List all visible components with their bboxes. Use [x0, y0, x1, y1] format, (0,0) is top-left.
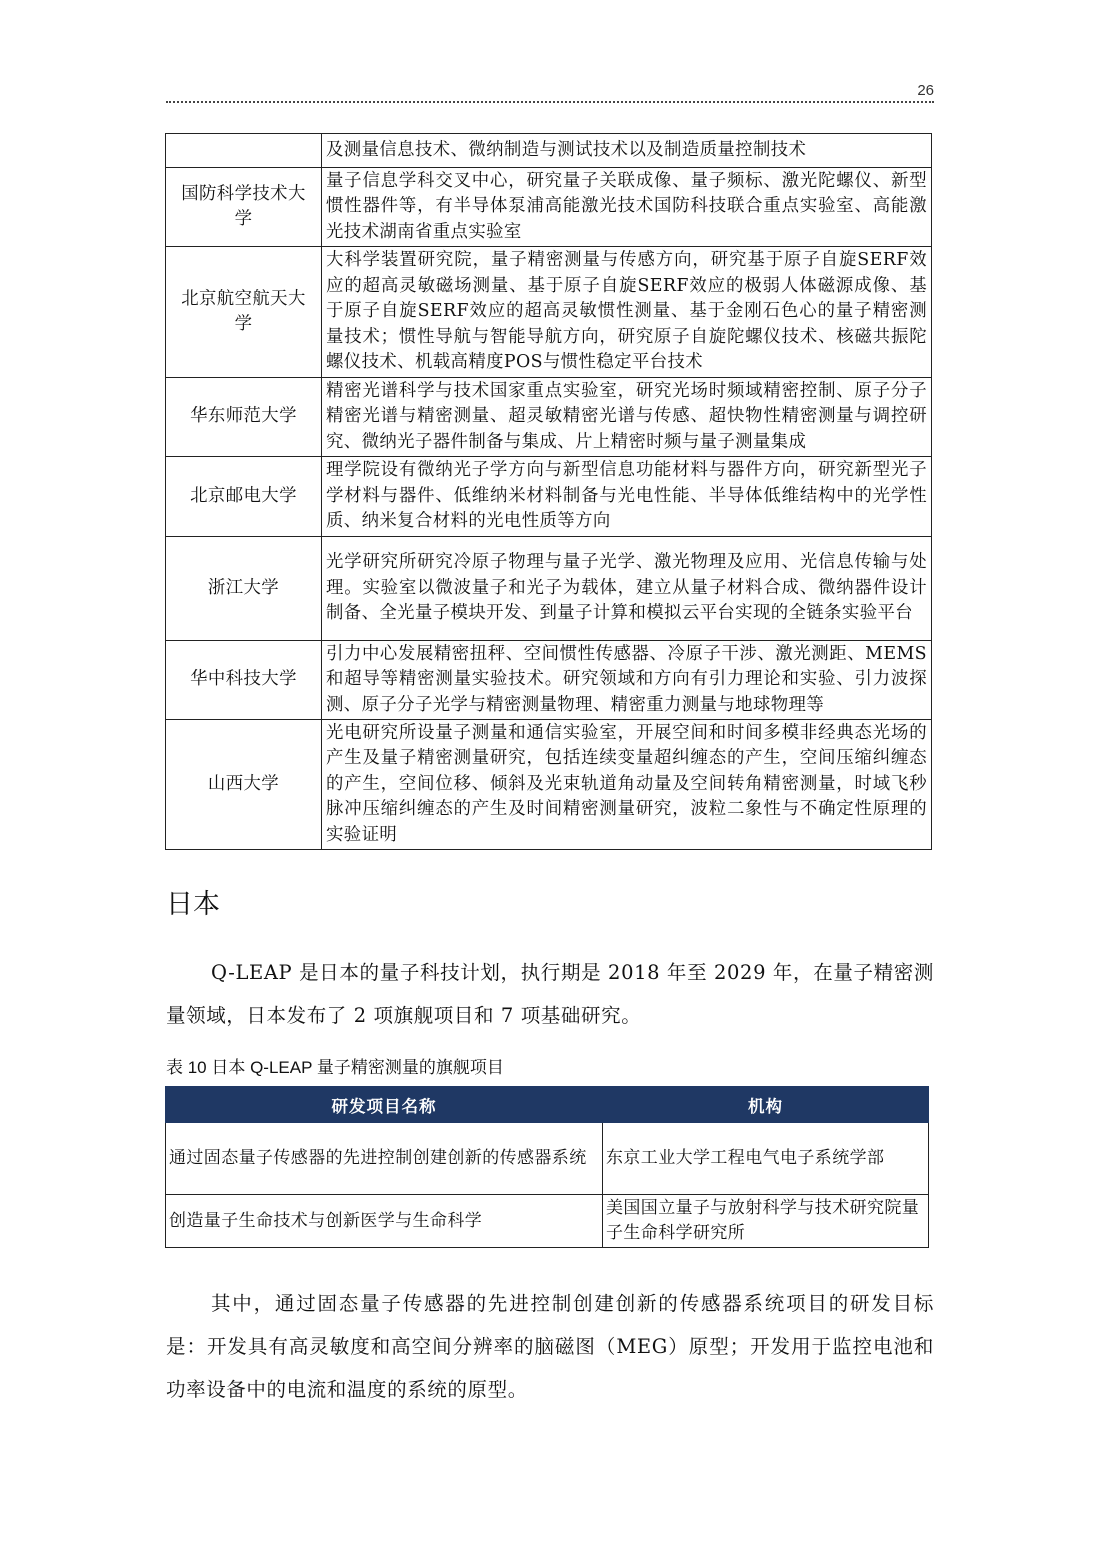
institution-name: 山西大学 [166, 720, 322, 850]
table-row [166, 537, 932, 641]
section-heading-japan: 日本 [166, 889, 220, 920]
table-header-row [166, 1087, 929, 1123]
institution-name: 北京航空航天大学 [166, 247, 322, 378]
table-row [166, 378, 932, 457]
table-row [166, 720, 932, 850]
table-row [166, 1123, 929, 1195]
column-header-project: 研发项目名称 [166, 1087, 603, 1123]
table-row [166, 134, 932, 168]
qleap-flagship-table [165, 1086, 929, 1248]
table-row [166, 247, 932, 378]
header-divider [166, 101, 934, 103]
org-cell: 美国国立量子与放射科学与技术研究院量子生命科学研究所 [603, 1195, 929, 1248]
institution-description: 量子信息学科交叉中心，研究量子关联成像、量子频标、激光陀螺仪、新型惯性器件等，有半导体泵浦高能激光技术国防科技联合重点实验室、高能激光技术湖南省重点实验室 [322, 168, 932, 247]
japan-intro-paragraph: Q-LEAP 是日本的量子科技计划，执行期是 2018 年至 2029 年，在量子精密测量领域，日本发布了 2 项旗舰项目和 7 项基础研究。 [166, 961, 934, 1027]
institution-name: 华中科技大学 [166, 641, 322, 720]
institution-table [165, 133, 932, 850]
table-caption: 表 10 日本 Q-LEAP 量子精密测量的旗舰项目 [166, 1058, 504, 1077]
table-row [166, 1195, 929, 1248]
institution-description: 光学研究所研究冷原子物理与量子光学、激光物理及应用、光信息传输与处理。实验室以微波量子和光子为载体，建立从量子材料合成、微纳器件设计制备、全光量子模块开发、到量子计算和模拟云平台实现的全链条实验平台 [322, 537, 932, 641]
project-name-cell: 通过固态量子传感器的先进控制创建创新的传感器系统 [166, 1123, 603, 1195]
institution-name: 华东师范大学 [166, 378, 322, 457]
institution-description: 引力中心发展精密扭秤、空间惯性传感器、冷原子干涉、激光测距、MEMS和超导等精密测量实验技术。研究领域和方向有引力理论和实验、引力波探测、原子分子光学与精密测量物理、精密重力测量与地球物理等 [322, 641, 932, 720]
institution-description: 及测量信息技术、微纳制造与测试技术以及制造质量控制技术 [322, 134, 932, 168]
table-row [166, 168, 932, 247]
institution-description: 精密光谱科学与技术国家重点实验室，研究光场时频域精密控制、原子分子精密光谱与精密测量、超灵敏精密光谱与传感、超快物性精密测量与调控研究、微纳光子器件制备与集成、片上精密时频与量子测量集成 [322, 378, 932, 457]
institution-name: 北京邮电大学 [166, 457, 322, 537]
org-cell: 东京工业大学工程电气电子系统学部 [603, 1123, 929, 1195]
institution-name: 国防科学技术大学 [166, 168, 322, 247]
institution-name [166, 134, 322, 168]
column-header-org: 机构 [603, 1087, 929, 1123]
institution-description: 理学院设有微纳光子学方向与新型信息功能材料与器件方向，研究新型光子学材料与器件、低维纳米材料制备与光电性能、半导体低维结构中的光学性质、纳米复合材料的光电性质等方向 [322, 457, 932, 537]
institution-description: 光电研究所设量子测量和通信实验室，开展空间和时间多模非经典态光场的产生及量子精密测量研究，包括连续变量超纠缠态的产生，空间压缩纠缠态的产生，空间位移、倾斜及光束轨道角动量及空间转角精密测量，时域飞秒脉冲压缩纠缠态的产生及时间精密测量研究，波粒二象性与不确定性原理的实验证明 [322, 720, 932, 850]
institution-name: 浙江大学 [166, 537, 322, 641]
institution-description: 大科学装置研究院，量子精密测量与传感方向，研究基于原子自旋SERF效应的超高灵敏磁场测量、基于原子自旋SERF效应的极弱人体磁源成像、基于原子自旋SERF效应的超高灵敏惯性测量、基于金刚石色心的量子精密测量技术；惯性导航与智能导航方向，研究原子自旋陀螺仪技术、核磁共振陀螺仪技术、机载高精度POS与惯性稳定平台技术 [322, 247, 932, 378]
table-row [166, 641, 932, 720]
project-name-cell: 创造量子生命技术与创新医学与生命科学 [166, 1195, 603, 1248]
page-number: 26 [917, 82, 934, 99]
project-detail-paragraph: 其中，通过固态量子传感器的先进控制创建创新的传感器系统项目的研发目标是：开发具有高灵敏度和高空间分辨率的脑磁图（MEG）原型；开发用于监控电池和功率设备中的电流和温度的系统的原型。 [166, 1292, 934, 1401]
table-row [166, 457, 932, 537]
